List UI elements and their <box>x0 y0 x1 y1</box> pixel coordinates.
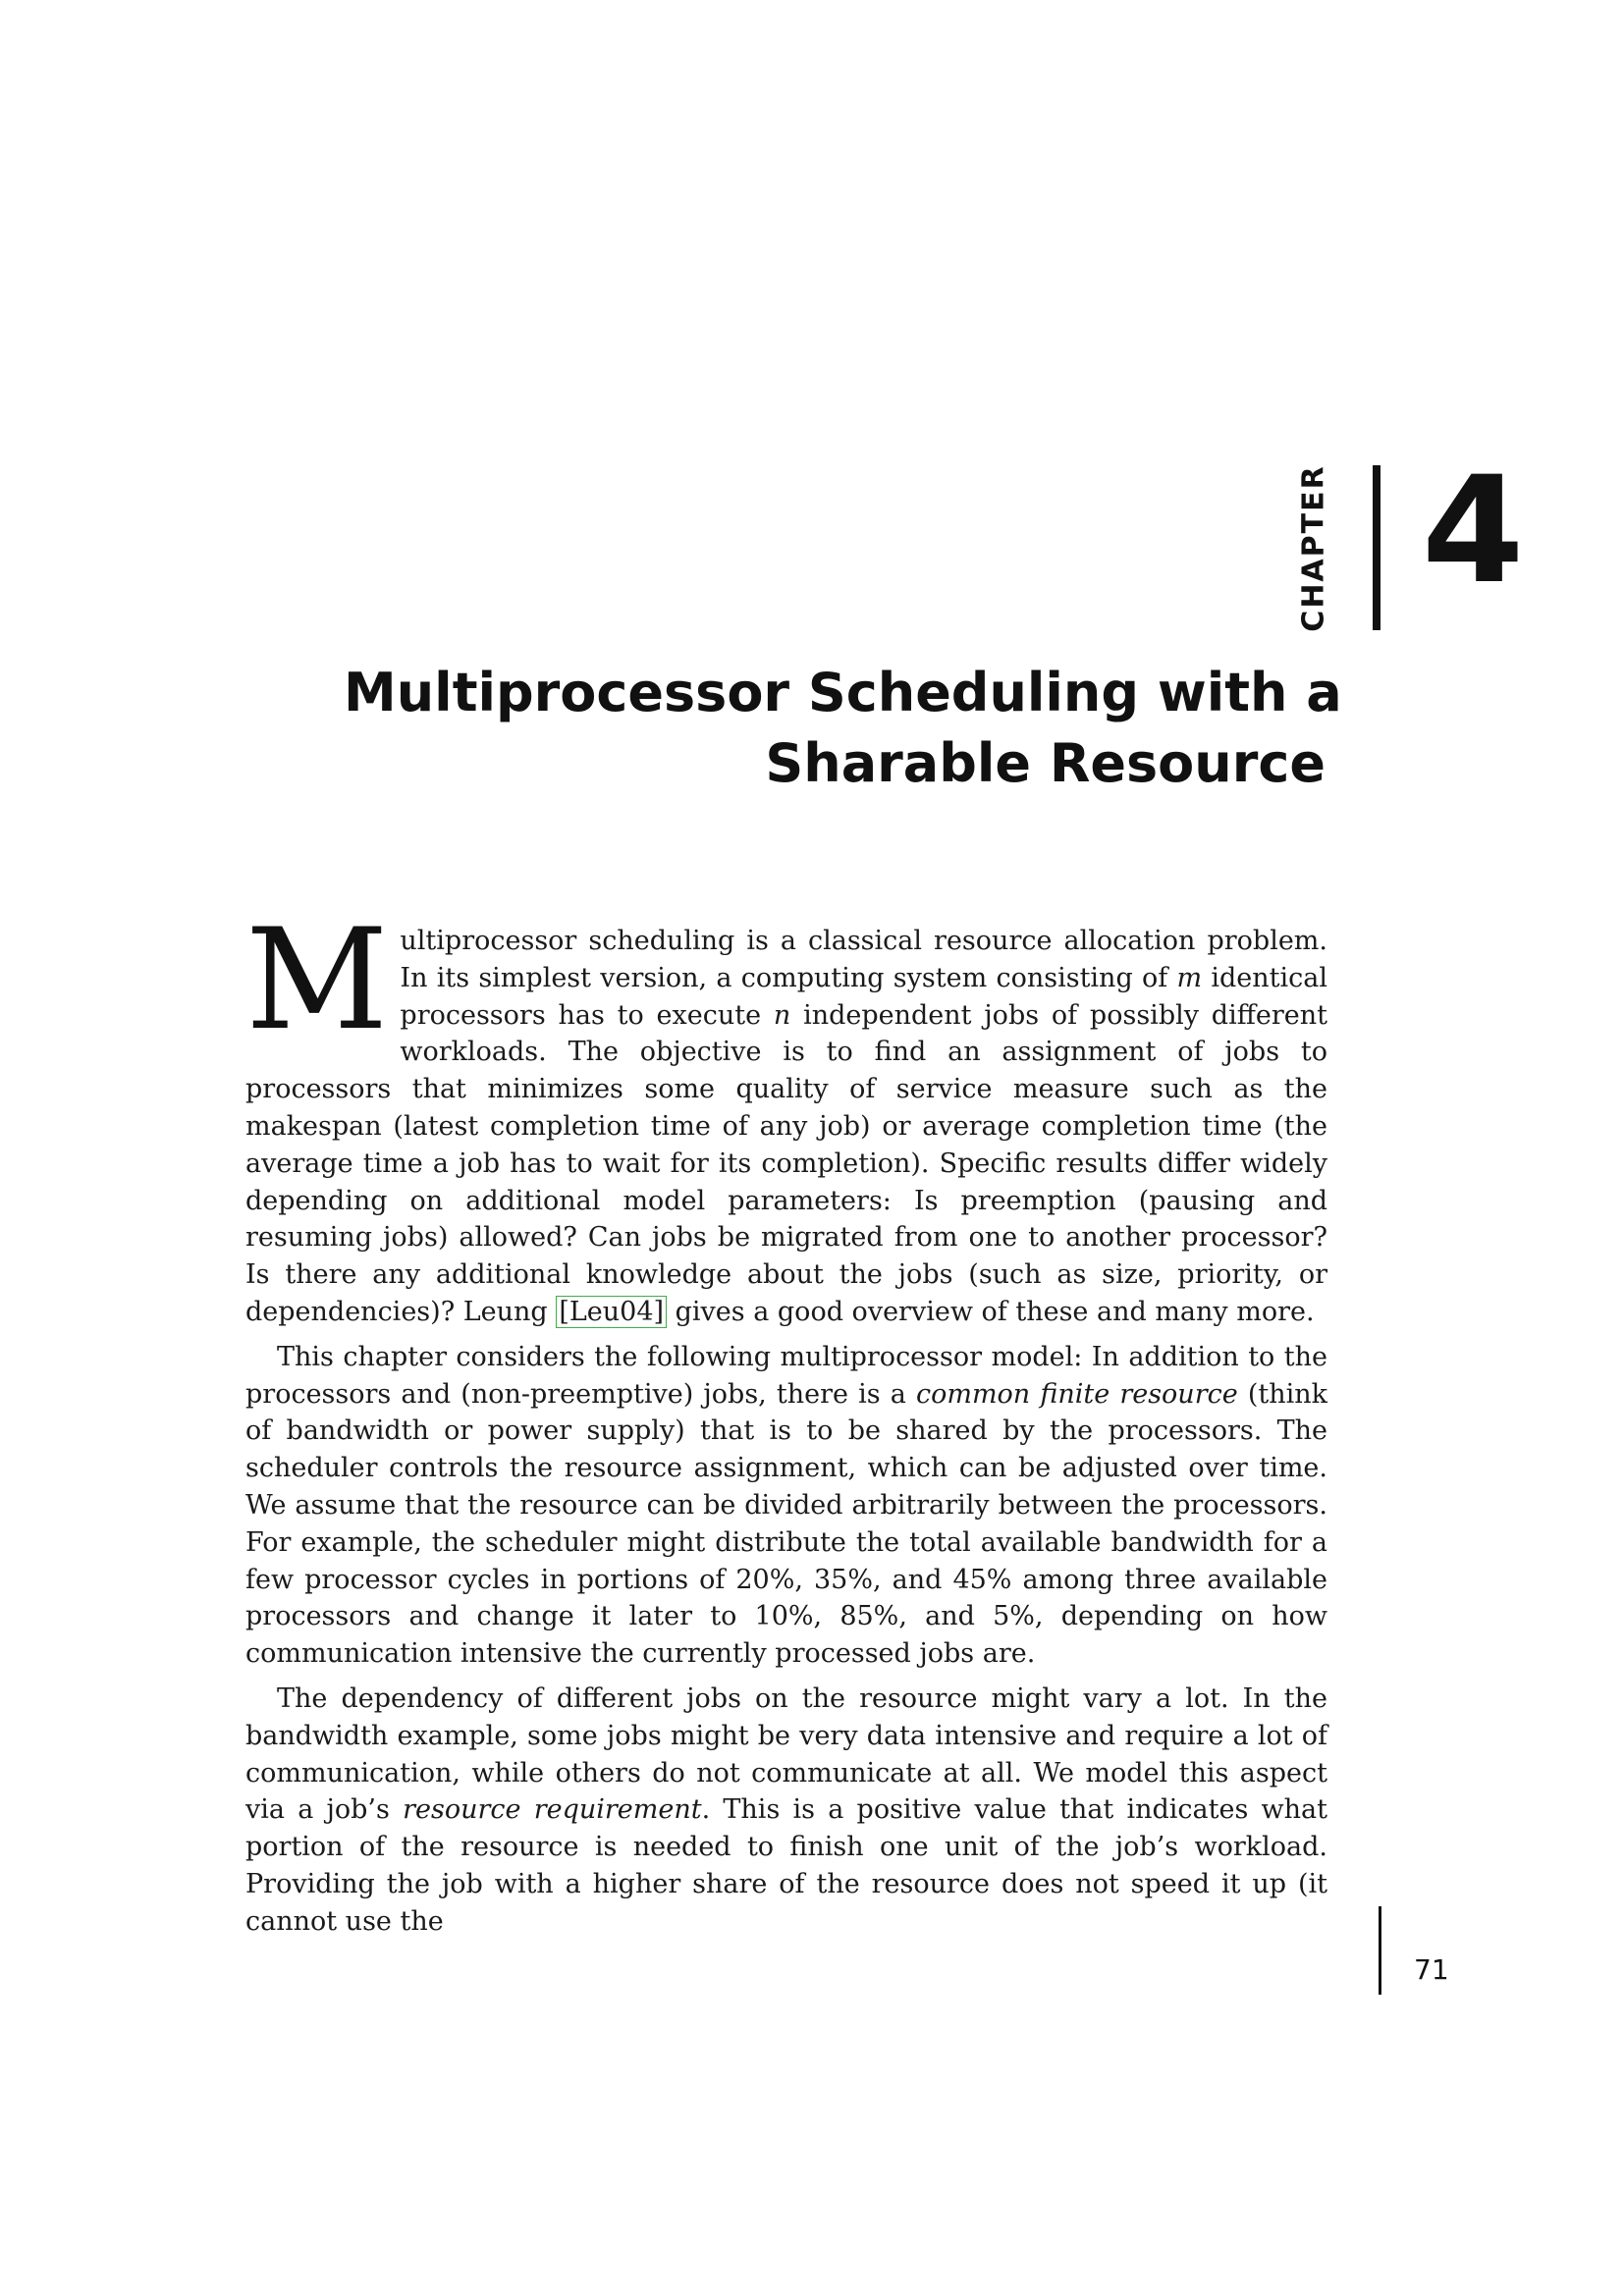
drop-cap: M <box>245 899 389 1061</box>
paragraph-3-text-a: The dependency of different jobs on the resource might vary a lot. In the bandwidth example, some jobs might be very data intensive and require a lot of communication, while others do not communicate at all. We model this aspect via a job’s <box>245 1682 1327 1826</box>
paragraph-3-emphasis: resource requirement <box>403 1794 702 1826</box>
body-text <box>245 899 1328 1949</box>
paragraph-2-text-a: This chapter considers the following multiprocessor model: In addition to the processors and (non-preemptive) jobs, there is a <box>245 1341 1327 1410</box>
chapter-title-line-2: Sharable Resource <box>765 732 1326 794</box>
chapter-number: 4 <box>1422 446 1525 616</box>
chapter-label <box>1294 463 1333 632</box>
paragraph-2-text-b: (think of bandwidth or power supply) that is to be shared by the processors. The scheduler controls the resource assignment, which can be adjusted over time. We assume that the resource can be divided arbitrarily between the processors. For example, the scheduler might distribute the total available bandwidth for a few processor cycles in portions of 20%, 35%, and 45% among three available processors and change it later to 10%, 85%, and 5%, depending on how communication intensive the currently processed jobs are. <box>245 1378 1328 1670</box>
chapter-title <box>344 658 1342 799</box>
paragraph-1 <box>245 899 1327 1331</box>
math-m: m <box>1176 962 1203 993</box>
paragraph-3 <box>245 1681 1327 1941</box>
page-number: 71 <box>1414 1953 1449 1986</box>
paragraph-1-text-b: identical processors has to execute <box>400 962 1327 1031</box>
chapter-label-text: CHAPTER <box>1296 463 1331 632</box>
paragraph-2 <box>245 1339 1327 1673</box>
math-n: n <box>773 999 791 1031</box>
chapter-title-line-1: Multiprocessor Scheduling with a <box>344 662 1342 723</box>
paragraph-2-emphasis: common finite resource <box>915 1378 1238 1410</box>
citation-link[interactable]: [Leu04] <box>556 1296 667 1328</box>
paragraph-3-text-b: . This is a positive value that indicates what portion of the resource is needed to finish one unit of the job’s workload. Providing the job with a higher share of the resource does not speed it up (it cannot use the <box>245 1794 1327 1937</box>
chapter-divider <box>1373 465 1380 630</box>
paragraph-1-text-a: ultiprocessor scheduling is a classical resource allocation problem. In its simplest version, a computing system consisting of <box>400 926 1327 993</box>
page-number-divider <box>1379 1906 1381 1995</box>
paragraph-1-text-d: gives a good overview of these and many more. <box>667 1296 1315 1327</box>
paragraph-1-text-c: independent jobs of possibly different workloads. The objective is to find an assignment of jobs to processors that minimizes some quality of service measure such as the makespan (latest completion time of any job) or average completion time (the average time a job has to wait for its completion). Specific results differ widely depending on additional model parameters: Is preemption (pausing and resuming jobs) allowed? Can jobs be migrated from one to another processor? Is there any additional knowledge about the jobs (such as size, priority, or dependencies)? Leung <box>245 999 1327 1327</box>
